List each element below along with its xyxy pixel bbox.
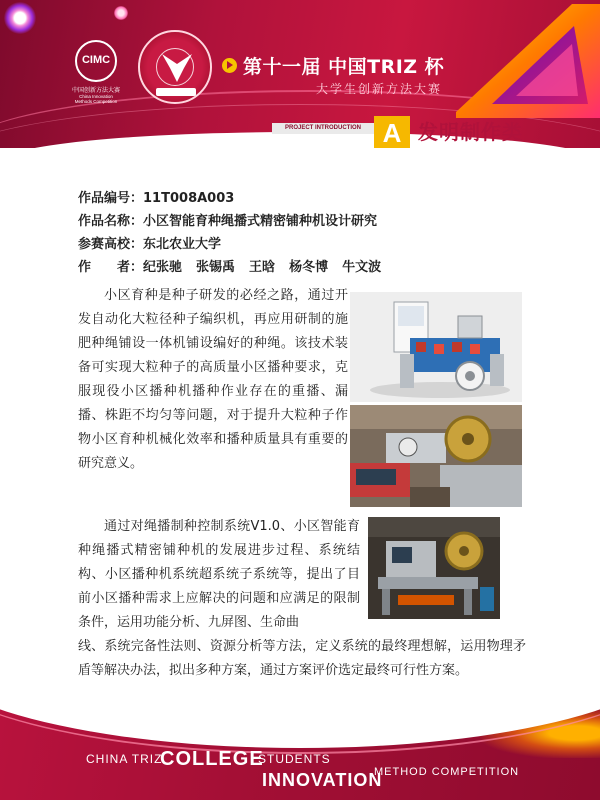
footer-word-china-triz: CHINA TRIZ xyxy=(86,752,163,766)
cimc-logo-mark xyxy=(75,40,117,82)
machine-photo xyxy=(368,517,500,619)
school-label: 参赛高校： xyxy=(78,237,144,252)
decorative-orb xyxy=(114,6,128,20)
project-intro-bar: PROJECT INTRODUCTION xyxy=(272,123,374,134)
competition-title-text: 第十一届 中国TRIZ 杯 xyxy=(243,55,445,78)
footer-word-method-competition: METHOD COMPETITION xyxy=(374,766,520,778)
author-name: 牛文波 xyxy=(342,260,382,275)
paragraph-intro: 小区育种是种子研发的必经之路，通过开发自动化大粒径种子编织机，再应用研制的施肥种绳铺设一体机铺设编好的种绳。该技术装备可实现大粒种子的高质量小区播种要求，克服现役小区播种机播种作业存在的重播、漏播、株距不均匀等问题，对于提升大粒种子作物小区育种机械化效率和播种质量具有重要的研究意义。 xyxy=(78,288,348,471)
cimc-logo xyxy=(66,40,126,110)
project-info xyxy=(78,187,538,279)
decorative-triangle xyxy=(452,0,600,118)
seal-ribbon xyxy=(156,88,196,96)
author-name: 纪张驰 xyxy=(143,260,183,275)
name-label: 作品名称： xyxy=(78,214,144,229)
info-row-code xyxy=(78,187,538,210)
info-row-name xyxy=(78,210,538,233)
competition-title xyxy=(222,52,444,78)
competition-subtitle: 大学生创新方法大赛 xyxy=(316,82,443,96)
info-row-school xyxy=(78,233,538,256)
footer-word-innovation: INNOVATION xyxy=(262,770,383,790)
paragraph-method: 通过对绳播制种控制系统V1.0、小区智能育种绳播式精密铺种机的发展进步过程、系统结构、小区播种机系统超系统子系统等，提出了目前小区播种需求上应解决的问题和应满足的限制条件，运用功能分析、九屏图、生命曲 xyxy=(78,519,360,630)
cimc-logo-en: China Innovation xyxy=(79,94,113,99)
decorative-orb xyxy=(4,2,36,34)
cimc-logo-cn: 中国创新方法大赛 xyxy=(71,87,120,94)
author-label: 作 者： xyxy=(78,260,144,275)
category-letter: A xyxy=(374,116,410,148)
cimc-badge: CIMC xyxy=(81,54,111,66)
footer-word-college: COLLEGE xyxy=(160,748,264,770)
author-name: 王晗 xyxy=(249,260,276,275)
code-label: 作品编号： xyxy=(78,191,144,206)
competition-seal xyxy=(138,30,212,104)
paragraph-method-cont: 线、系统完备性法则、资源分析等方法，定义系统的最终理想解，运用物理矛盾等解决办法，拟出多种方案，通过方案评价选定最终可行性方案。 xyxy=(78,639,526,678)
name-value: 小区智能育种绳播式精密铺种机设计研究 xyxy=(143,214,378,229)
category-name: 发明制作类 xyxy=(418,120,523,144)
author-name: 杨冬博 xyxy=(289,260,329,275)
seal-emblem-icon xyxy=(158,48,196,86)
cimc-logo-en: Methods Competition xyxy=(74,99,118,104)
author-name: 张锡禹 xyxy=(196,260,236,275)
play-icon xyxy=(222,58,237,73)
info-row-authors xyxy=(78,256,538,279)
machine-render-image xyxy=(350,292,522,402)
prototype-photo xyxy=(350,405,522,507)
header-banner xyxy=(0,0,600,148)
footer-word-students: STUDENTS xyxy=(258,752,331,766)
code-value: 11T008A003 xyxy=(143,191,235,206)
school-value: 东北农业大学 xyxy=(143,237,222,252)
